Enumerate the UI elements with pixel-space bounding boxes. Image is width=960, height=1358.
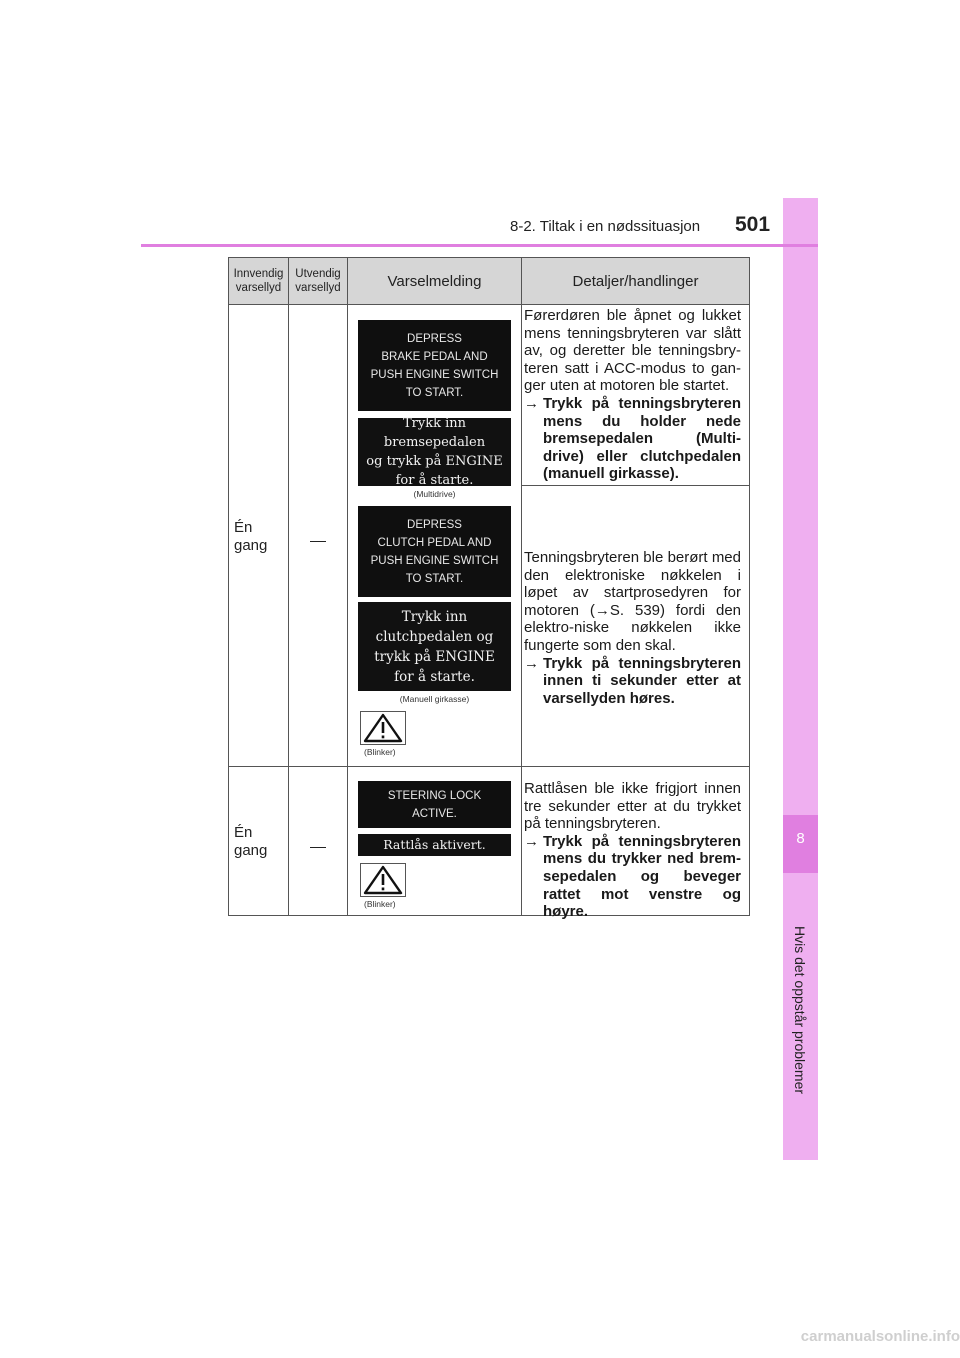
column-divider <box>288 258 289 915</box>
caption-blinker: (Blinker) <box>364 899 396 909</box>
row2-detail <box>524 780 741 921</box>
detail-description: Tenningsbryteren ble berørt med den elektroniske nøkkelen i løpet av startprosedyren for motoren (→S. 539) fordi den elektro-niske nøkkelen ikke fungerte som den skal. <box>524 549 741 654</box>
warning-light-box <box>360 711 406 745</box>
row2-external-dash <box>310 847 326 848</box>
message-depress-clutch: DEPRESS CLUTCH PEDAL AND PUSH ENGINE SWITCH TO START. <box>358 506 511 597</box>
arrow-icon: → <box>524 654 539 672</box>
section-title: 8-2. Tiltak i en nødssituasjon <box>510 218 701 235</box>
message-steering-lock: STEERING LOCK ACTIVE. <box>358 781 511 828</box>
header-internal-sound: Innvendig varsellyd <box>233 268 284 294</box>
detail-action: → Trykk på tenningsbryteren mens du trykker ned brem-sepedalen og beveger rattet mot venstre og høyre. <box>524 832 741 921</box>
warning-table <box>228 257 750 921</box>
detail-description: Førerdøren ble åpnet og lukket mens tenningsbryteren var slått av, og deretter ble tenningsbry-teren satt i ACC-modus to gan-ger uten at motoren ble startet. <box>524 307 741 395</box>
caption-manual-gearbox: (Manuell girkasse) <box>399 694 470 704</box>
column-divider <box>347 258 348 915</box>
message-depress-brake: DEPRESS BRAKE PEDAL AND PUSH ENGINE SWITCH TO START. <box>358 320 511 411</box>
message-rattlas-aktivert: Rattlås aktivert. <box>358 834 511 856</box>
caption-blinker: (Blinker) <box>364 747 396 757</box>
warning-triangle-icon <box>361 864 405 896</box>
header-rule <box>141 244 818 247</box>
footer-watermark: carmanualsonline.info <box>800 1328 960 1345</box>
row2-internal-sound: Én gang <box>234 824 268 859</box>
chapter-number: 8 <box>796 830 805 847</box>
row1-detail-top <box>524 307 741 483</box>
column-divider <box>521 258 522 915</box>
row1-detail-bottom <box>524 549 741 707</box>
header-external-sound: Utvendig varsellyd <box>295 268 341 294</box>
page-number: 501 <box>735 213 771 236</box>
message-trykk-clutchpedalen: Trykk inn clutchpedalen og trykk på ENGINE for å starte. <box>358 602 511 691</box>
row1-internal-sound: Én gang <box>234 519 268 554</box>
detail-action: → Trykk på tenningsbryteren mens du holder nede bremsepedalen (Multi-drive) eller clutchpedalen (manuell girkasse). <box>524 394 741 483</box>
row-divider <box>229 766 749 767</box>
row-divider <box>229 304 749 305</box>
detail-description: Rattlåsen ble ikke frigjort innen tre sekunder etter at du trykket på tenningsbryteren. <box>524 780 741 833</box>
warning-triangle-icon <box>361 712 405 744</box>
message-trykk-bremsepedalen: Trykk inn bremsepedalen og trykk på ENGINE for å starte. <box>358 418 511 486</box>
row-divider <box>521 485 749 486</box>
caption-multidrive: (Multidrive) <box>413 489 456 499</box>
header-details: Detaljer/handlinger <box>572 272 699 290</box>
row1-external-dash <box>310 541 326 542</box>
warning-light-box <box>360 863 406 897</box>
arrow-icon: → <box>524 832 539 850</box>
header-warning-message: Varselmelding <box>387 272 482 290</box>
chapter-title: Hvis det oppstår problemer <box>792 925 808 1095</box>
detail-action: → Trykk på tenningsbryteren innen ti sekunder etter at varsellyden høres. <box>524 654 741 707</box>
arrow-icon: → <box>524 394 539 412</box>
